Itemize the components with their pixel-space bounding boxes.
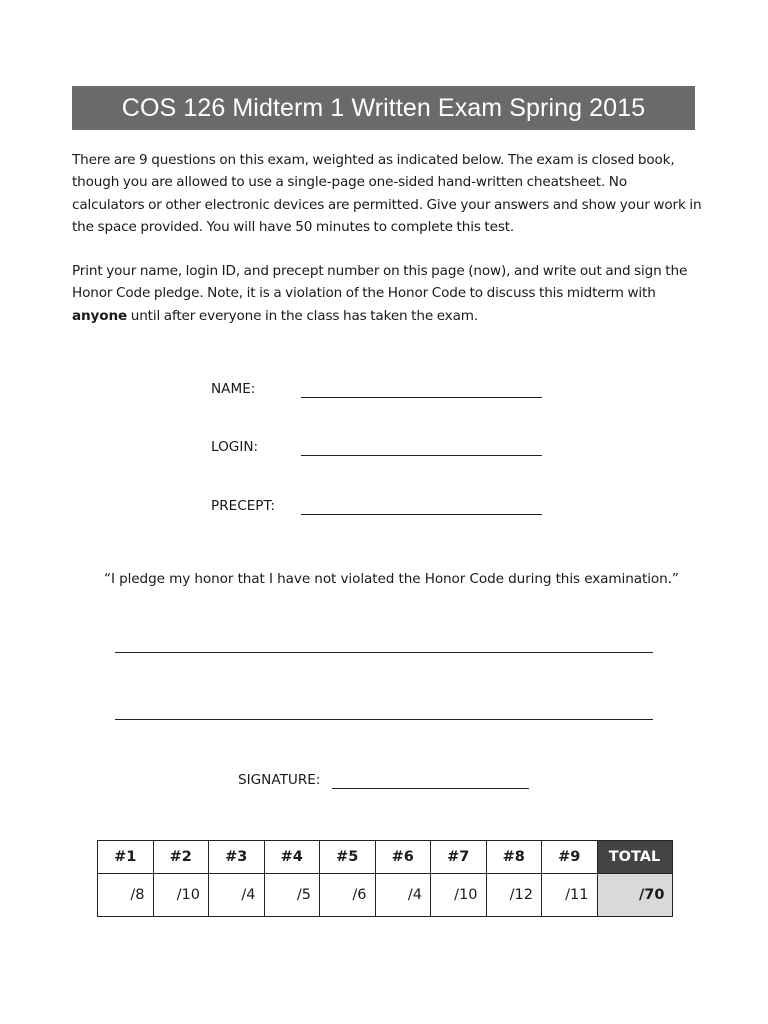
points-q3: /4 xyxy=(209,874,265,917)
exam-title-bar xyxy=(72,86,695,130)
honor-pledge: “I pledge my honor that I have not violated the Honor Code during this examination.” xyxy=(104,571,679,587)
instructions-text-before: Print your name, login ID, and precept number on this page (now), and write out and sign the Honor Code pledge. Note, it is a violation of the Honor Code to discuss this midterm with xyxy=(72,263,688,302)
header-q9: #9 xyxy=(542,841,598,874)
points-q5: /6 xyxy=(320,874,376,917)
intro-paragraph: There are 9 questions on this exam, weighted as indicated below. The exam is closed book, though you are allowed to use a single-page one-sided hand-written cheatsheet. No calculators or other electronic devices are permitted. Give your answers and show your work in the space provided. You will have 50 minutes to complete this test. xyxy=(72,152,702,236)
header-q7: #7 xyxy=(431,841,487,874)
header-q2: #2 xyxy=(153,841,209,874)
pledge-write-line-1[interactable] xyxy=(115,652,653,653)
precept-label: PRECEPT: xyxy=(211,498,275,514)
header-total: TOTAL xyxy=(597,841,672,874)
precept-line[interactable] xyxy=(301,514,542,515)
header-q3: #3 xyxy=(209,841,265,874)
points-q9: /11 xyxy=(542,874,598,917)
score-header-row xyxy=(98,841,673,874)
instructions-text-after: until after everyone in the class has taken the exam. xyxy=(127,307,479,324)
header-q8: #8 xyxy=(486,841,542,874)
instructions-paragraph xyxy=(72,260,702,327)
name-label: NAME: xyxy=(211,381,256,397)
points-q7: /10 xyxy=(431,874,487,917)
points-q1: /8 xyxy=(98,874,154,917)
pledge-write-line-2[interactable] xyxy=(115,719,653,720)
header-q1: #1 xyxy=(98,841,154,874)
points-q8: /12 xyxy=(486,874,542,917)
points-q6: /4 xyxy=(375,874,431,917)
points-q4: /5 xyxy=(264,874,320,917)
points-total: /70 xyxy=(597,874,672,917)
points-q2: /10 xyxy=(153,874,209,917)
name-line[interactable] xyxy=(301,397,542,398)
signature-label: SIGNATURE: xyxy=(238,772,321,788)
header-q4: #4 xyxy=(264,841,320,874)
header-q5: #5 xyxy=(320,841,376,874)
instructions-emphasis: anyone xyxy=(72,307,128,324)
login-line[interactable] xyxy=(301,455,542,456)
signature-line[interactable] xyxy=(332,788,529,789)
score-table xyxy=(97,840,673,917)
score-points-row xyxy=(98,874,673,917)
header-q6: #6 xyxy=(375,841,431,874)
exam-title: COS 126 Midterm 1 Written Exam Spring 2015 xyxy=(121,93,646,122)
login-label: LOGIN: xyxy=(211,439,259,455)
